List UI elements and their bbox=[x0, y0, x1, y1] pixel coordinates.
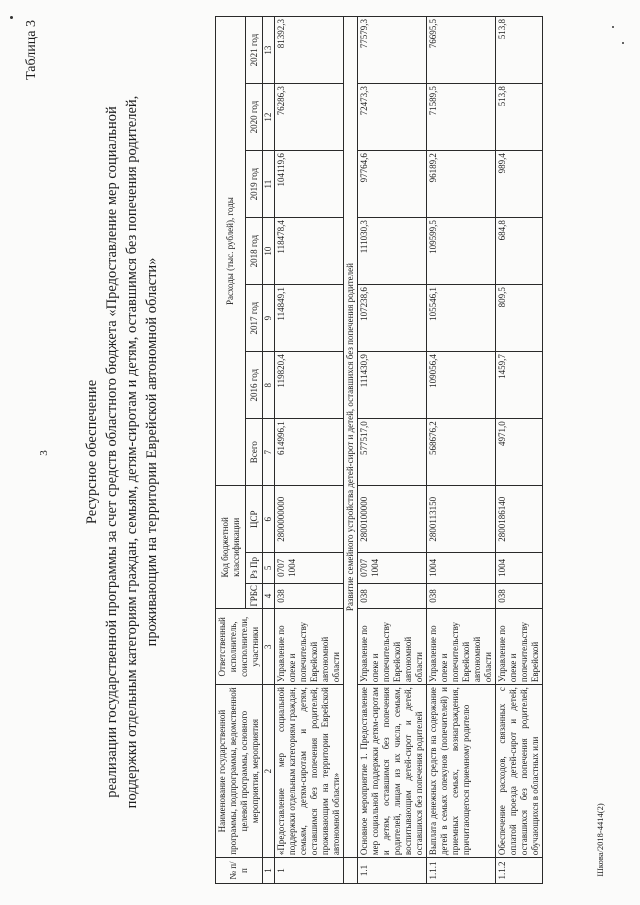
title-line: Ресурсное обеспечение bbox=[84, 379, 100, 525]
title-line: реализации государственной программы за счет средств областного бюджета «Предоставление мер социальной bbox=[104, 106, 120, 798]
title-line: поддержки отдельным категориям граждан, семьям, детям-сиротам и детям, оставшимся без попечения родителей, bbox=[124, 95, 140, 809]
rotated-page-content bbox=[20, 12, 620, 892]
row-value: 111030,3 bbox=[358, 218, 427, 285]
row-value: 105546,1 bbox=[427, 285, 496, 352]
col-number: 12 bbox=[263, 84, 275, 151]
column-number-row bbox=[263, 17, 275, 884]
header-rzpr: Рз Пр bbox=[246, 553, 263, 583]
header-grbs: ГРБС bbox=[246, 583, 263, 609]
header-total: Всего bbox=[246, 419, 263, 486]
row-csr: 2800186140 bbox=[496, 486, 543, 553]
header-responsible: Ответственный исполнитель, соисполнители, участники bbox=[216, 609, 263, 685]
resource-table bbox=[215, 16, 543, 884]
row-value: 809,5 bbox=[496, 285, 543, 352]
row-total: 614996,1 bbox=[275, 419, 344, 486]
header-num: № п/п bbox=[216, 858, 263, 884]
col-number: 11 bbox=[263, 151, 275, 218]
table-row bbox=[496, 17, 543, 884]
header-year: 2019 год bbox=[246, 151, 263, 218]
row-total: 577517,0 bbox=[358, 419, 427, 486]
row-value: 96189,2 bbox=[427, 151, 496, 218]
table-row bbox=[358, 17, 427, 884]
col-number: 9 bbox=[263, 285, 275, 352]
header-year: 2020 год bbox=[246, 84, 263, 151]
row-rzpr: 1004 bbox=[496, 553, 543, 583]
row-name: Основное мероприятие 1. Предоставление мер социальной поддержки детям-сиротам и детям, оставшимся без попечения родителей, лицам из их числа, семьям, воспитывающим детей-сирот и детей, оставшихся без попечения родителей bbox=[358, 685, 427, 858]
row-number: 1.1 bbox=[358, 858, 427, 884]
col-number: 4 bbox=[263, 583, 275, 609]
col-number: 8 bbox=[263, 352, 275, 419]
col-number: 1 bbox=[263, 858, 275, 884]
row-name: Выплата денежных средств на содержание детей в семьях опекунов (попечителей) и приемных семьях, вознаграждения, причитающегося приемному родителю bbox=[427, 685, 496, 858]
row-value: 109056,4 bbox=[427, 352, 496, 419]
table-label: Таблица 3 bbox=[24, 20, 39, 80]
section-row bbox=[344, 17, 358, 884]
row-value: 111430,9 bbox=[358, 352, 427, 419]
section-title: Развитие семейного устройства детей-сирот и детей, оставшихся без попечения родителей bbox=[344, 17, 358, 858]
row-rzpr: 1004 bbox=[427, 553, 496, 583]
row-value: 76695,5 bbox=[427, 17, 496, 84]
row-grbs: 038 bbox=[275, 583, 344, 609]
col-number: 7 bbox=[263, 419, 275, 486]
row-grbs: 038 bbox=[358, 583, 427, 609]
row-value: 118478,4 bbox=[275, 218, 344, 285]
row-responsible: Управление по опеке и попечительству Еврейской автономной области bbox=[427, 609, 496, 685]
row-value: 104119,6 bbox=[275, 151, 344, 218]
col-number: 10 bbox=[263, 218, 275, 285]
col-number: 2 bbox=[263, 685, 275, 858]
row-number: 1.1.1 bbox=[427, 858, 496, 884]
document-title bbox=[82, 72, 162, 832]
row-value: 513,8 bbox=[496, 84, 543, 151]
row-value: 114849,1 bbox=[275, 285, 344, 352]
col-number: 5 bbox=[263, 553, 275, 583]
header-year: 2018 год bbox=[246, 218, 263, 285]
page-number: 3 bbox=[38, 450, 50, 456]
row-value: 684,8 bbox=[496, 218, 543, 285]
row-total: 4971,0 bbox=[496, 419, 543, 486]
row-responsible: Управление по опеке и попечительству Еврейской bbox=[496, 609, 543, 685]
scan-speck bbox=[10, 16, 13, 19]
row-value: 107238,6 bbox=[358, 285, 427, 352]
col-number: 13 bbox=[263, 17, 275, 84]
row-value: 109599,5 bbox=[427, 218, 496, 285]
row-responsible: Управление по опеке и попечительству Еврейской автономной области bbox=[358, 609, 427, 685]
row-csr: 2800100000 bbox=[358, 486, 427, 553]
row-name: «Предоставление мер социальной поддержки отдельным категориям граждан, семьям, детям-сиротам и детям, оставшимся без попечения родителей, проживающим на территории Еврейской автономной области» bbox=[275, 685, 344, 858]
header-budget-code: Код бюджетной классификации bbox=[216, 486, 246, 609]
header-year: 2016 год bbox=[246, 352, 263, 419]
row-value: 513,8 bbox=[496, 17, 543, 84]
header-year: 2021 год bbox=[246, 17, 263, 84]
row-csr: 2800000000 bbox=[275, 486, 344, 553]
section-row-number bbox=[344, 858, 358, 884]
scan-speck bbox=[622, 42, 624, 44]
col-number: 3 bbox=[263, 609, 275, 685]
row-value: 81392,3 bbox=[275, 17, 344, 84]
row-number: 1 bbox=[275, 858, 344, 884]
document-footer-code: Шкова/2018-4414(2) bbox=[595, 803, 605, 877]
row-value: 1459,7 bbox=[496, 352, 543, 419]
row-value: 72473,3 bbox=[358, 84, 427, 151]
row-rzpr: 0707 1004 bbox=[358, 553, 427, 583]
row-responsible: Управление по опеке и попечительству Еврейской автономной области bbox=[275, 609, 344, 685]
row-value: 97764,6 bbox=[358, 151, 427, 218]
row-value: 76286,3 bbox=[275, 84, 344, 151]
header-expenses: Расходы (тыс. рублей), годы bbox=[216, 17, 246, 486]
row-number: 1.1.2 bbox=[496, 858, 543, 884]
row-value: 989,4 bbox=[496, 151, 543, 218]
col-number: 6 bbox=[263, 486, 275, 553]
row-total: 568676,2 bbox=[427, 419, 496, 486]
row-grbs: 038 bbox=[427, 583, 496, 609]
row-value: 119820,4 bbox=[275, 352, 344, 419]
table-row bbox=[275, 17, 344, 884]
row-grbs: 038 bbox=[496, 583, 543, 609]
row-name: Обеспечение расходов, связанных с оплатой проезда детей-сирот и детей, оставшихся без попечения родителей, обучающихся в областных или bbox=[496, 685, 543, 858]
row-csr: 2800113150 bbox=[427, 486, 496, 553]
row-value: 77579,3 bbox=[358, 17, 427, 84]
header-name: Наименование государственной программы, подпрограммы, ведомственной целевой программы, основного мероприятия, мероприятия bbox=[216, 685, 263, 858]
header-csr: ЦСР bbox=[246, 486, 263, 553]
row-value: 71589,5 bbox=[427, 84, 496, 151]
row-rzpr: 0707 1004 bbox=[275, 553, 344, 583]
table-row bbox=[427, 17, 496, 884]
header-year: 2017 год bbox=[246, 285, 263, 352]
title-line: проживающим на территории Еврейской автономной области» bbox=[144, 257, 160, 647]
